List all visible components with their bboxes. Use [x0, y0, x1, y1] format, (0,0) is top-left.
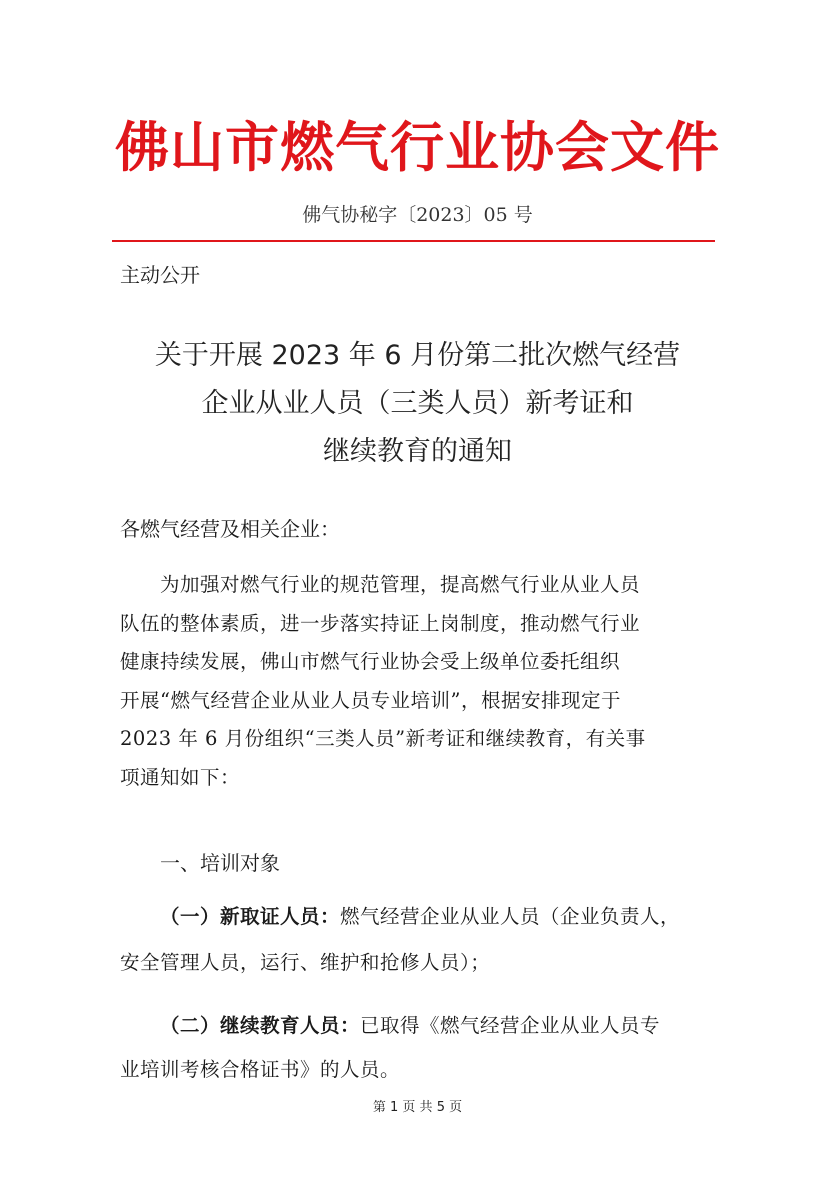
body-line: 为加强对燃气行业的规范管理，提高燃气行业从业人员: [160, 573, 641, 596]
item-text: 业培训考核合格证书》的人员。: [120, 1058, 401, 1081]
masthead-title: 佛山市燃气行业协会文件: [115, 115, 720, 179]
body-paragraph: [120, 566, 720, 797]
disclosure-label: 主动公开: [120, 263, 200, 287]
section-item-continuing-education: [120, 1004, 720, 1092]
title-line-2: 企业从业人员（三类人员）新考证和: [201, 388, 634, 419]
salutation: 各燃气经营及相关企业：: [120, 517, 340, 541]
body-line: 项通知如下：: [120, 765, 241, 789]
notice-title: [0, 332, 835, 476]
body-line: 开展“燃气经营企业从业人员专业培训”，根据安排现定于: [120, 688, 621, 712]
body-line: 2023 年 6 月份组织“三类人员”新考证和继续教育，有关事: [120, 727, 646, 750]
item-text: 燃气经营企业从业人员（企业负责人，: [340, 905, 681, 928]
red-divider: [112, 240, 715, 242]
page-number: 第 1 页 共 5 页: [372, 1100, 463, 1115]
title-line-3: 继续教育的通知: [323, 436, 512, 467]
item-lead: （二）继续教育人员：: [160, 1014, 361, 1037]
title-line-1: 关于开展 2023 年 6 月份第二批次燃气经营: [154, 340, 681, 371]
body-line: 队伍的整体素质，进一步落实持证上岗制度，推动燃气行业: [120, 611, 641, 635]
item-lead: （一）新取证人员：: [160, 905, 341, 928]
section-item-new-certification: [120, 894, 720, 986]
item-text: 安全管理人员，运行、维护和抢修人员）；: [120, 951, 491, 974]
body-line: 健康持续发展，佛山市燃气行业协会受上级单位委托组织: [120, 650, 621, 673]
item-text: 已取得《燃气经营企业从业人员专: [360, 1014, 661, 1037]
section-heading: 一、培训对象: [160, 851, 280, 875]
document-number: 佛气协秘字〔2023〕05 号: [302, 204, 533, 226]
